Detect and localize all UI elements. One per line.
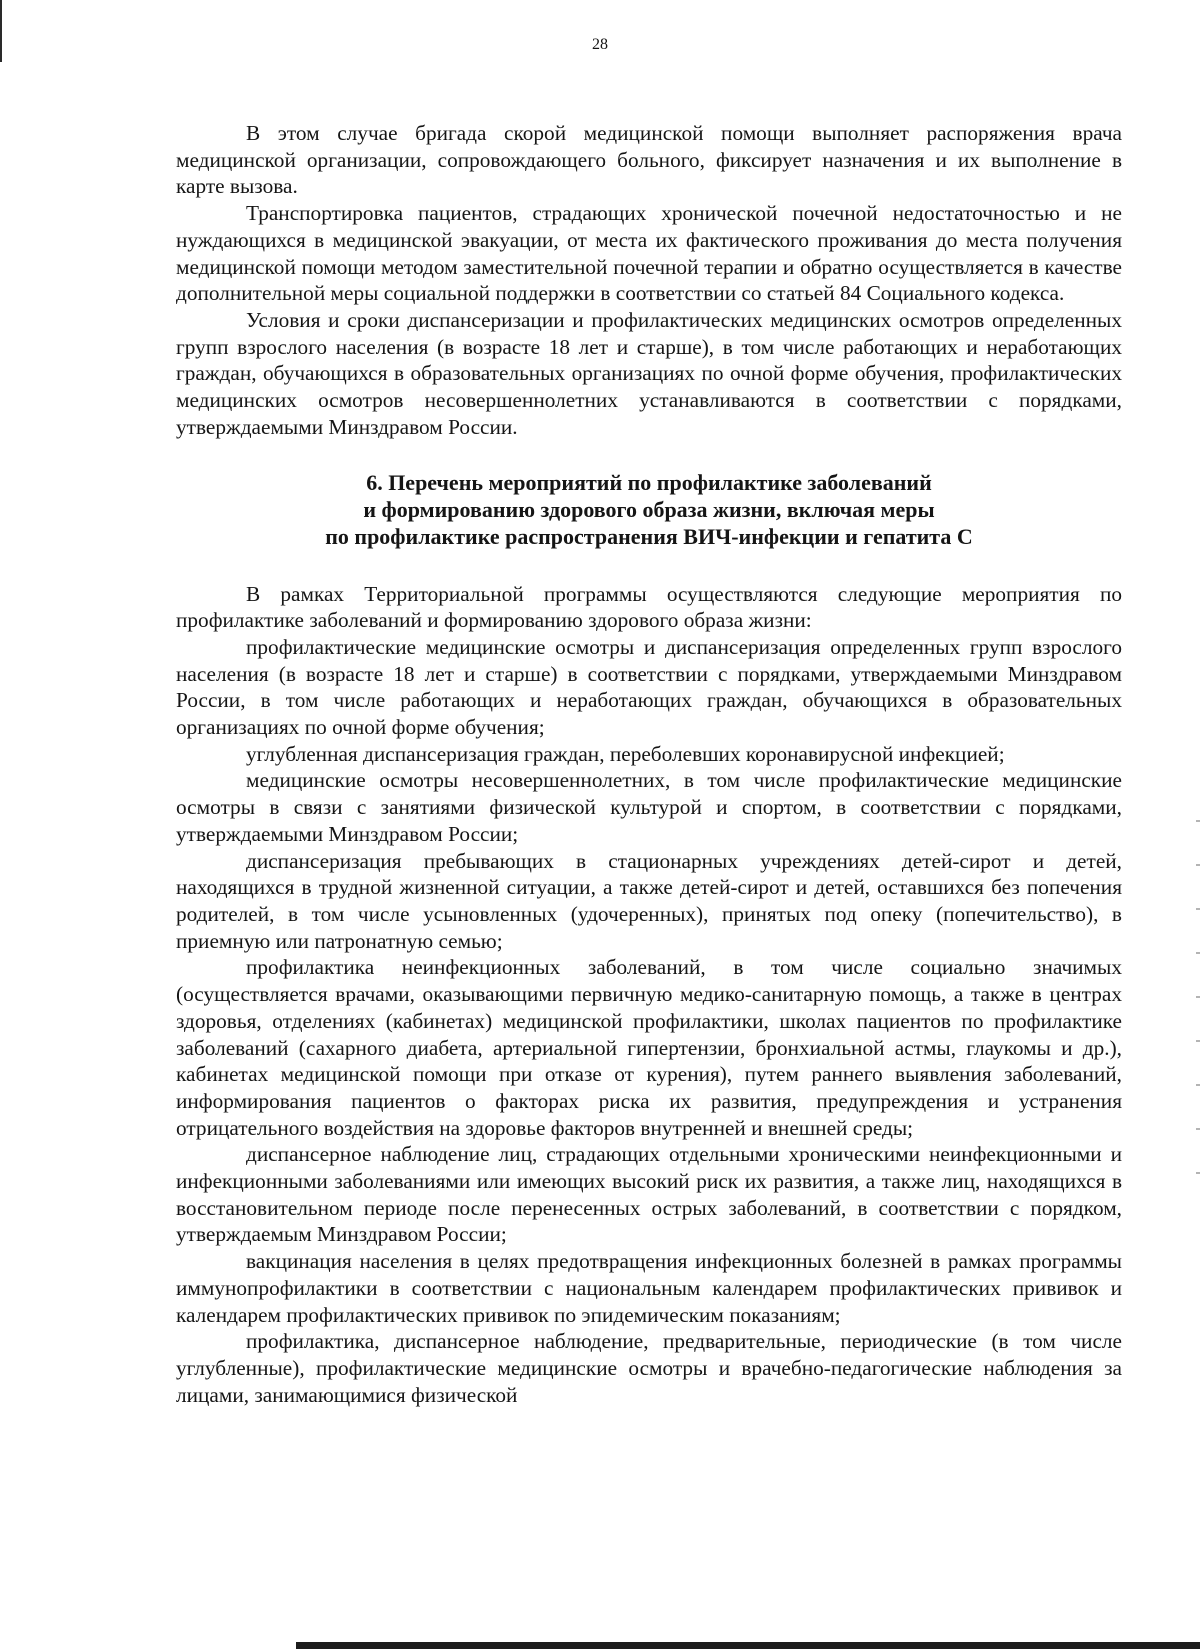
scan-edge-bottom xyxy=(296,1642,1200,1649)
paragraph-ambulance-orders: В этом случае бригада скорой медицинской помощи выполняет распоряжения врача медицинской организации, сопровождающего больного, фиксирует назначения и их выполнение в карте вызова. xyxy=(176,121,1122,199)
section-heading-line-2: и формированию здорового образа жизни, включая меры xyxy=(363,497,935,523)
scan-specks xyxy=(1196,820,1200,1200)
list-item-dispensary-observation: диспансерное наблюдение лиц, страдающих отдельными хроническими неинфекционными и инфекционными заболеваниями или имеющих высокий риск их развития, а также лиц, находящихся в восстановительном периоде после перенесенных острых заболеваний, в соответствии с порядком, утверждаемым Минздравом России; xyxy=(176,1142,1122,1247)
list-item-minor-checkups: медицинские осмотры несовершеннолетних, в том числе профилактические медицинские осмотры в связи с занятиями физической культурой и спортом, в соответствии с порядками, утверждаемыми Минздравом России; xyxy=(176,768,1122,846)
list-item-sports-medicine: профилактика, диспансерное наблюдение, предварительные, периодические (в том числе углубленные), профилактические медицинские осмотры и врачебно-педагогические наблюдения за лицами, занимающимися физической xyxy=(176,1329,1122,1407)
paragraph-checkup-terms: Условия и сроки диспансеризации и профилактических медицинских осмотров определенных групп взрослого населения (в возрасте 18 лет и старше), в том числе работающих и неработающих граждан, обучающихся в образовательных организациях по очной форме обучения, профилактических медицинских осмотров несовершеннолетних устанавливаются в соответствии с порядками, утверждаемыми Минздравом России. xyxy=(176,307,1122,439)
section-heading-line-1: 6. Перечень мероприятий по профилактике заболеваний xyxy=(366,470,932,496)
section-heading-line-3: по профилактике распространения ВИЧ-инфекции и гепатита С xyxy=(325,523,973,549)
list-item-ncd-prevention: профилактика неинфекционных заболеваний, в том числе социально значимых (осуществляется врачами, оказывающими первичную медико-санитарную помощь, а также в центрах здоровья, отделениях (кабинетах) медицинской профилактики, школах пациентов по профилактике заболеваний (сахарного диабета, артериальной гипертензии, бронхиальной астмы, глаукомы и др.), кабинетах медицинской помощи при отказе от курения), путем раннего выявления заболеваний, информирования пациентов о факторах риска их развития, предупреждения и устранения отрицательного воздействия на здоровье факторов внутренней и внешней среды; xyxy=(176,955,1122,1140)
page-number: 28 xyxy=(592,36,608,53)
section-heading xyxy=(176,470,1122,550)
list-item-vaccination: вакцинация населения в целях предотвращения инфекционных болезней в рамках программы иммунопрофилактики в соответствии с национальным календарем профилактических прививок и календарем профилактических прививок по эпидемическим показаниям; xyxy=(176,1249,1122,1327)
paragraph-dialysis-transport: Транспортировка пациентов, страдающих хронической почечной недостаточностью и не нуждающихся в медицинской эвакуации, от места их фактического проживания до места получения медицинской помощи методом заместительной почечной терапии и обратно осуществляется в качестве дополнительной меры социальной поддержки в соответствии со статьей 84 Социального кодекса. xyxy=(176,201,1122,306)
list-item-adult-checkups: профилактические медицинские осмотры и диспансеризация определенных групп взрослого населения (в возрасте 18 лет и старше) в соответствии с порядками, утверждаемыми Минздравом России, в том числе работающих и неработающих граждан, обучающихся в образовательных организациях по очной форме обучения; xyxy=(176,634,1122,740)
list-item-covid-screening: углубленная диспансеризация граждан, переболевших коронавирусной инфекцией; xyxy=(246,741,1005,766)
paragraph-program-intro: В рамках Территориальной программы осуществляются следующие мероприятия по профилактике заболеваний и формированию здорового образа жизни: xyxy=(176,581,1122,633)
list-item-orphan-screening: диспансеризация пребывающих в стационарных учреждениях детей-сирот и детей, находящихся в трудной жизненной ситуации, а также детей-сирот и детей, оставшихся без попечения родителей, в том числе усыновленных (удочеренных), принятых под опеку (попечительство), в приемную или патронатную семью; xyxy=(176,848,1122,953)
document-body xyxy=(176,120,1122,1408)
